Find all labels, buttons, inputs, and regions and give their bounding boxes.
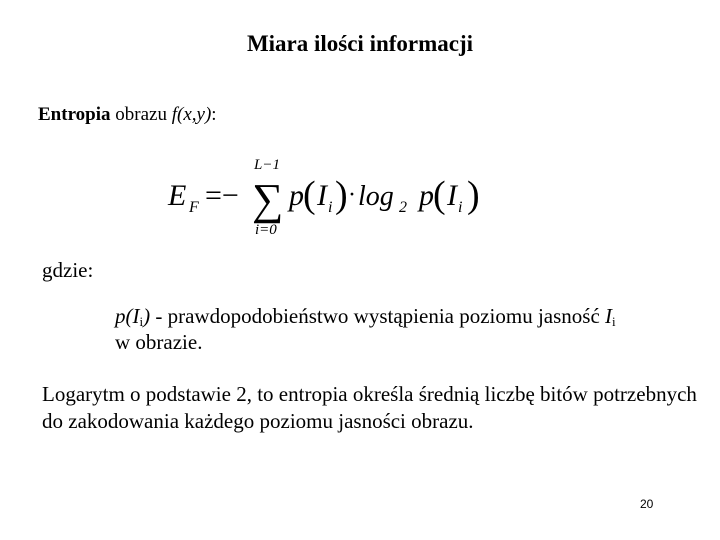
def-p-open: p(I — [115, 304, 140, 328]
slide-title: Miara ilości informacji — [246, 31, 474, 56]
formula-i-sub-first: i — [328, 199, 333, 216]
sum-upper-limit: L−1 — [254, 157, 280, 173]
def-p-subscript: i — [139, 314, 144, 329]
paren-close-1: ) — [335, 174, 348, 216]
formula-p-second: p — [419, 179, 434, 212]
intro-text: obrazu — [110, 104, 172, 125]
formula-dot: · — [348, 182, 356, 208]
logarithm-note: Logarytm o podstawie 2, to entropia określa średnią liczbę bitów potrzebnych do zakodowania każdego poziomu jasności obrazu. — [42, 382, 697, 433]
formula-I-first: I — [317, 179, 327, 212]
formula-lhs-subscript: F — [189, 199, 199, 216]
entropy-formula — [165, 156, 495, 240]
paren-close-2: ) — [467, 174, 480, 216]
def-p-close: ) — [143, 304, 151, 328]
paren-open-1: ( — [303, 174, 316, 216]
image-function: f(x,y) — [171, 104, 212, 125]
paren-open-2: ( — [433, 174, 446, 216]
formula-svg — [165, 156, 495, 240]
def-I: I — [605, 304, 613, 328]
def-text: - prawdopodobieństwo wystąpienia poziomu jasność — [150, 304, 606, 328]
page-number: 20 — [640, 497, 654, 511]
entropy-intro — [38, 104, 217, 126]
intro-colon: : — [211, 104, 217, 125]
formula-I-second: I — [447, 179, 457, 212]
entropy-term: Entropia — [38, 104, 111, 125]
def-I-subscript: i — [612, 314, 616, 329]
formula-log: log — [358, 181, 394, 212]
probability-definition — [115, 303, 695, 355]
formula-i-sub-second: i — [458, 199, 463, 216]
def-line2: w obrazie. — [115, 330, 203, 354]
formula-equals-minus: =− — [205, 179, 239, 212]
formula-log-base: 2 — [399, 199, 407, 216]
formula-p-first: p — [289, 179, 304, 212]
formula-lhs: E — [168, 179, 187, 212]
sum-lower-limit: i=0 — [255, 222, 277, 238]
sigma-symbol: ∑ — [252, 175, 284, 224]
where-label: gdzie: — [42, 258, 94, 282]
